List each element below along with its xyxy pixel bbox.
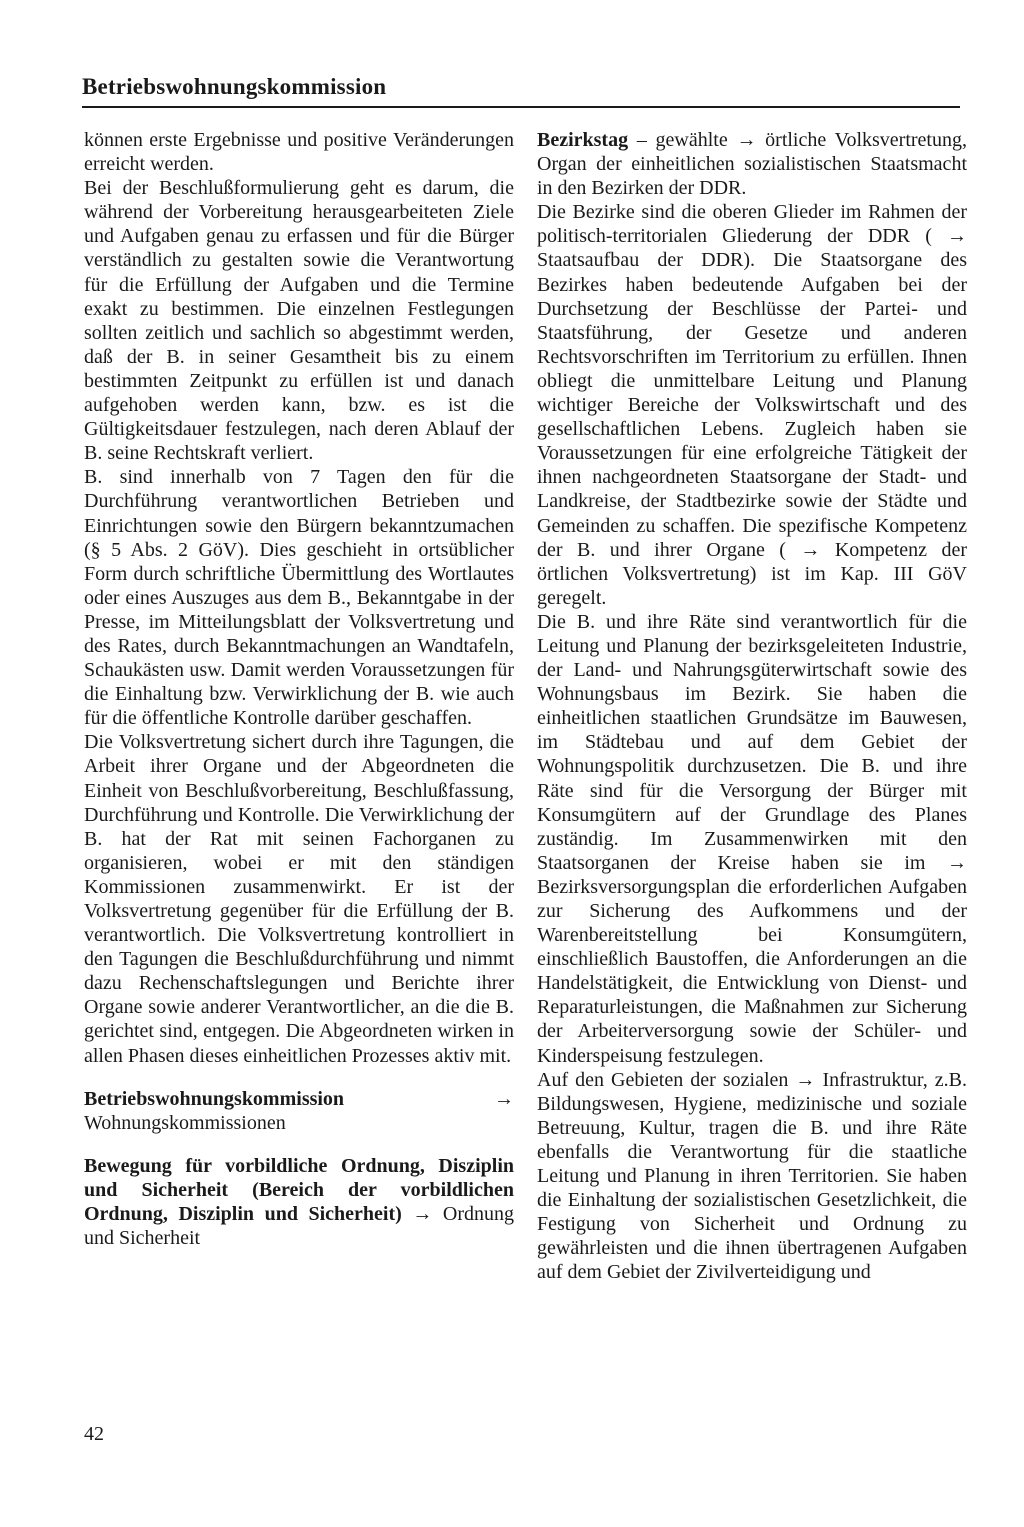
paragraph: Auf den Gebieten der sozialen → Infrastruktur, z.B. Bildungswesen, Hygiene, medizinische und soziale Betreuung, Kultur, tragen die B. und ihre Räte ebenfalls die Verantwortung für die staatliche Leitung und Planung in ihren Territorien. Sie haben die Einhaltung der sozialistischen Gesetzlichkeit, die Festigung von Sicherheit und Ordnung zu gewährleisten und die ihnen übertragenen Aufgaben auf dem Gebiet der Zivilverteidigung und bbox=[537, 1068, 967, 1284]
left-column bbox=[84, 128, 514, 1250]
paragraph: B. sind innerhalb von 7 Tagen den für die Durchführung verantwortlichen Betrieben und Einrichtungen sowie den Bürgern bekanntzumachen (§ 5 Abs. 2 GöV). Dies geschieht in ortsüblicher Form durch schriftliche Übermittlung des Wortlautes oder eines Auszuges aus dem B., Bekanntgabe in der Presse, im Mitteilungsblatt der Volksvertretung und des Rates, durch Bekanntmachungen an Wandtafeln, Schaukästen usw. Damit werden Voraussetzungen für die Einhaltung bzw. Verwirklichung der B. wie auch für die öffentliche Kontrolle darüber geschaffen. bbox=[84, 466, 514, 730]
entry-betriebswohnungskommission bbox=[84, 1087, 514, 1135]
cross-reference: → Wohnungskommissionen bbox=[84, 1087, 514, 1134]
entry-bezirkstag bbox=[537, 128, 967, 200]
header-rule bbox=[82, 106, 960, 108]
right-column bbox=[537, 128, 967, 1285]
paragraph: Die B. und ihre Räte sind verantwortlich für die Leitung und Planung der bezirksgeleiteten Industrie, der Land- und Nahrungsgüterwirtschaft sowie des Wohnungsbaus im Bezirk. Sie haben die einheitlichen staatlichen Grundsätze im Bauwesen, im Städtebau und auf dem Gebiet der Wohnungspolitik durchzusetzen. Die B. und ihre Räte sind für die Versorgung der Bürger mit Konsumgütern auf der Grundlage des Planes zuständig. Im Zusammenwirken mit den Staatsorganen der Kreise haben sie im → Bezirksversorgungsplan die erforderlichen Aufgaben zur Sicherung des Aufkommens und der Warenbereitstellung bei Konsumgütern, einschließlich Baustoffen, die Anforderungen an die Handelstätigkeit, die Entwicklung von Dienst- und Reparaturleistungen, die Maßnahmen zur Sicherung der Arbeiterversorgung sowie der Schüler- und Kinderspeisung festzulegen. bbox=[537, 610, 967, 1067]
page-number: 42 bbox=[84, 1423, 104, 1445]
running-head: Betriebswohnungskommission bbox=[82, 74, 387, 99]
entry-term: Bewegung für vorbildliche Ordnung, Disziplin und Sicherheit (Bereich der vorbildlichen Ordnung, Disziplin und Sicherheit) bbox=[84, 1154, 514, 1226]
entry-term: Bezirkstag bbox=[537, 129, 629, 151]
paragraph: Bei der Beschlußformulierung geht es darum, die während der Vorbereitung herausgearbeiteten Ziele und Aufgaben genau zu erfassen und für die Bürger verständlich zu gestalten sowie die Verantwortung für die Erfüllung der Aufgaben und die Termine exakt zu bestimmen. Die einzelnen Festlegungen sollten zeitlich und sachlich so abgestimmt werden, daß der B. in seiner Gesamtheit bis zu einem bestimmten Zeitpunkt zu erfüllen ist und danach aufgehoben werden kann, bzw. es ist die Gültigkeitsdauer festzulegen, nach deren Ablauf der B. seine Rechtskraft verliert. bbox=[84, 177, 514, 465]
paragraph: Die Bezirke sind die oberen Glieder im Rahmen der politisch-territorialen Gliederung der DDR ( → Staatsaufbau der DDR). Die Staatsorgane des Bezirkes haben bedeutende Aufgaben bei der Durchsetzung der Beschlüsse der Partei- und Staatsführung, der Gesetze und anderen Rechtsvorschriften im Territorium zu erfüllen. Ihnen obliegt die unmittelbare Leitung und Planung wichtiger Bereiche der Volkswirtschaft und des gesellschaftlichen Lebens. Zugleich haben sie Voraussetzungen für eine erfolgreiche Tätigkeit der ihnen nachgeordneten Staatsorgane der Stadt- und Landkreise, der Stadtbezirke sowie der Städte und Gemeinden zu schaffen. Die spezifische Kompetenz der B. und ihrer Organe ( → Kompetenz der örtlichen Volksvertretung) ist im Kap. III GöV geregelt. bbox=[537, 201, 967, 609]
cross-reference: → Ordnung und Sicherheit bbox=[84, 1203, 514, 1250]
entry-definition: – gewählte → örtliche Volksvertretung, Organ der einheitlichen sozialistischen Staatsmacht in den Bezirken der DDR. bbox=[537, 129, 967, 200]
paragraph: können erste Ergebnisse und positive Veränderungen erreicht werden. bbox=[84, 129, 514, 176]
entry-term: Betriebswohnungskommission bbox=[84, 1087, 345, 1110]
entry-bewegung bbox=[84, 1154, 514, 1250]
paragraph: Die Volksvertretung sichert durch ihre Tagungen, die Arbeit ihrer Organe und der Abgeordneten die Einheit von Beschlußvorbereitung, Beschlußfassung, Durchführung und Kontrolle. Die Verwirklichung der B. hat der Rat mit seinen Fachorganen zu organisieren, wobei er mit den ständigen Kommissionen zusammenwirkt. Er ist der Volksvertretung gegenüber für die Erfüllung der B. verantwortlich. Die Volksvertretung kontrolliert in den Tagungen die Beschlußdurchführung und nimmt dazu Rechenschaftslegungen und Berichte ihrer Organe sowie anderer Verantwortlicher, an die die B. gerichtet sind, entgegen. Die Abgeordneten wirken in allen Phasen dieses einheitlichen Prozesses aktiv mit. bbox=[84, 731, 514, 1067]
